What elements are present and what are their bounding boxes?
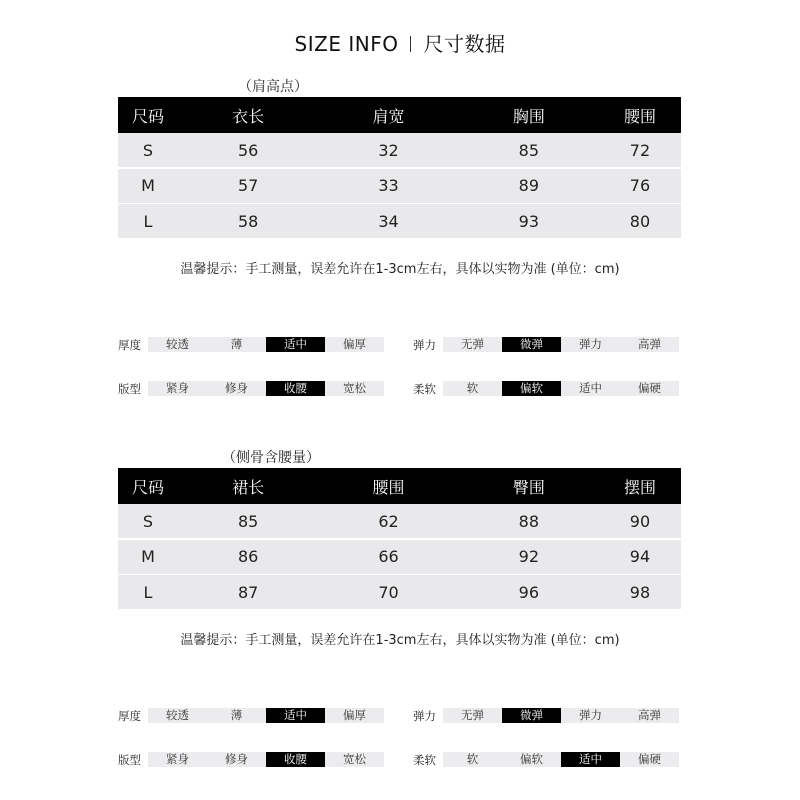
table-row — [118, 133, 681, 167]
attribute-option: 无弹 — [461, 337, 484, 351]
attribute-option: 弹力 — [579, 708, 602, 722]
attribute-options — [443, 752, 679, 767]
table-cell: 85 — [518, 140, 539, 160]
header-cell: 摆围 — [623, 477, 656, 497]
attribute-options — [443, 381, 679, 396]
attribute-option: 偏硬 — [638, 381, 661, 395]
attribute-option: 软 — [466, 752, 479, 766]
table-cell: 96 — [518, 582, 539, 602]
attribute-option: 修身 — [225, 752, 248, 766]
attribute-label: 弹力 — [413, 708, 436, 723]
table-cell: 86 — [237, 547, 259, 566]
size-table-bottom — [118, 468, 681, 609]
attribute-option: 适中 — [579, 381, 602, 395]
table-cell: 94 — [629, 547, 651, 566]
header-cell: 肩宽 — [372, 106, 405, 126]
attribute-thickness — [118, 337, 384, 352]
attribute-options — [443, 337, 679, 352]
header-cell: 衣长 — [232, 106, 265, 126]
title-en: SIZE INFO — [294, 32, 399, 56]
table-cell: 93 — [518, 211, 539, 231]
attribute-label: 厚度 — [118, 337, 141, 352]
table-cell: 32 — [378, 140, 399, 160]
table-row — [118, 575, 681, 609]
table-cell: 58 — [237, 211, 259, 231]
attribute-option: 宽松 — [343, 381, 366, 395]
table-cell: 34 — [378, 211, 399, 231]
table-cell: S — [142, 511, 154, 531]
table-header — [118, 468, 681, 504]
table-cell: 87 — [237, 582, 259, 602]
table-cell: 80 — [629, 211, 651, 231]
table-cell: L — [143, 211, 153, 231]
table-note: （肩高点） — [238, 79, 308, 95]
table-cell: 70 — [378, 582, 399, 602]
header-cell: 尺码 — [131, 106, 164, 126]
attribute-label: 版型 — [118, 381, 141, 396]
table-cell: 89 — [518, 176, 539, 195]
attribute-options — [148, 752, 384, 767]
attribute-option: 较透 — [166, 337, 189, 351]
attribute-fit — [118, 381, 384, 396]
table-cell: 85 — [237, 511, 259, 531]
attribute-option: 薄 — [230, 708, 243, 722]
table-cell: 76 — [629, 176, 651, 195]
table-cell: 62 — [378, 511, 399, 531]
attribute-option: 偏硬 — [638, 752, 661, 766]
attribute-option-selected: 偏软 — [502, 381, 561, 396]
title-divider — [410, 36, 411, 52]
header-cell: 腰围 — [372, 477, 405, 497]
header-cell: 胸围 — [512, 106, 545, 126]
table-cell: 88 — [518, 511, 539, 531]
table-cell: 57 — [237, 176, 259, 195]
attribute-option: 弹力 — [579, 337, 602, 351]
attribute-option: 偏厚 — [343, 708, 366, 722]
attribute-option: 软 — [466, 381, 479, 395]
attribute-options — [148, 381, 384, 396]
measurement-tip: 温馨提示：手工测量，误差允许在1-3cm左右，具体以实物为准 (单位：cm) — [180, 633, 620, 648]
table-row — [118, 204, 681, 238]
table-cell: S — [142, 140, 154, 160]
attribute-option: 高弹 — [638, 337, 661, 351]
attribute-softness — [413, 381, 679, 396]
attribute-label: 厚度 — [118, 708, 141, 723]
table-row — [118, 169, 681, 203]
attribute-label: 柔软 — [413, 752, 436, 767]
header-cell: 臀围 — [512, 477, 545, 497]
attribute-option-selected: 微弹 — [502, 337, 561, 352]
table-cell: 98 — [629, 582, 651, 602]
table-cell: M — [141, 176, 155, 195]
attribute-thickness — [118, 708, 384, 723]
attribute-options — [148, 708, 384, 723]
attribute-fit — [118, 752, 384, 767]
attribute-option: 无弹 — [461, 708, 484, 722]
measurement-tip: 温馨提示：手工测量，误差允许在1-3cm左右，具体以实物为准 (单位：cm) — [180, 262, 620, 277]
attribute-option: 高弹 — [638, 708, 661, 722]
attribute-elasticity — [413, 708, 679, 723]
table-row — [118, 540, 681, 574]
attribute-option: 偏厚 — [343, 337, 366, 351]
attribute-option: 较透 — [166, 708, 189, 722]
attribute-option-selected: 适中 — [266, 337, 325, 352]
attribute-label: 弹力 — [413, 337, 436, 352]
attribute-label: 版型 — [118, 752, 141, 767]
attribute-option: 紧身 — [166, 752, 189, 766]
table-note: （侧骨含腰量） — [222, 450, 320, 466]
attribute-option-selected: 收腰 — [266, 381, 325, 396]
size-table-top — [118, 97, 681, 238]
attribute-options — [443, 708, 679, 723]
attribute-option-selected: 收腰 — [266, 752, 325, 767]
attribute-label: 柔软 — [413, 381, 436, 396]
attribute-option: 紧身 — [166, 381, 189, 395]
header-cell: 尺码 — [131, 477, 164, 497]
table-cell: 56 — [237, 140, 259, 160]
header-cell: 腰围 — [623, 106, 656, 126]
attribute-option-selected: 适中 — [266, 708, 325, 723]
attribute-option: 薄 — [230, 337, 243, 351]
page-title — [0, 28, 800, 57]
table-cell: 90 — [629, 511, 651, 531]
attribute-elasticity — [413, 337, 679, 352]
title-cn: 尺寸数据 — [423, 32, 506, 56]
table-cell: 72 — [629, 140, 651, 160]
attribute-option-selected: 适中 — [561, 752, 620, 767]
table-cell: L — [143, 582, 153, 602]
table-row — [118, 504, 681, 538]
attribute-options — [148, 337, 384, 352]
table-cell: M — [141, 547, 155, 566]
attribute-softness — [413, 752, 679, 767]
attribute-option: 修身 — [225, 381, 248, 395]
table-header — [118, 97, 681, 133]
table-cell: 92 — [518, 547, 539, 566]
table-cell: 33 — [378, 176, 399, 195]
attribute-option-selected: 微弹 — [502, 708, 561, 723]
attribute-option: 偏软 — [520, 752, 543, 766]
attribute-option: 宽松 — [343, 752, 366, 766]
table-cell: 66 — [378, 547, 399, 566]
header-cell: 裙长 — [232, 477, 265, 497]
